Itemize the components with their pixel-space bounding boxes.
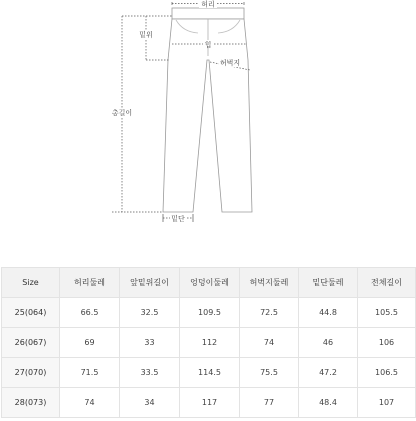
table-cell: 112 (180, 328, 240, 358)
column-header: 앞밑위길이 (120, 268, 180, 298)
table-cell: 75.5 (240, 358, 299, 388)
table-cell: 71.5 (60, 358, 120, 388)
total-length-label: 총길이 (111, 109, 133, 117)
column-header: 전체길이 (358, 268, 416, 298)
table-cell: 72.5 (240, 298, 299, 328)
column-header: 엉덩이둘레 (180, 268, 240, 298)
table-cell: 33 (120, 328, 180, 358)
table-cell: 107 (358, 388, 416, 418)
table-cell: 106.5 (358, 358, 416, 388)
table-cell: 48.4 (299, 388, 358, 418)
table-cell: 69 (60, 328, 120, 358)
column-header: 밑단둘레 (299, 268, 358, 298)
hip-label: 힙 (204, 41, 212, 49)
table-row (2, 298, 416, 328)
size-chart-table (1, 267, 416, 418)
waistband (172, 8, 244, 19)
table-cell: 114.5 (180, 358, 240, 388)
size-cell: 28(073) (2, 388, 60, 418)
table-row (2, 328, 416, 358)
table-cell: 106 (358, 328, 416, 358)
size-cell: 27(070) (2, 358, 60, 388)
table-cell: 74 (240, 328, 299, 358)
table-cell: 46 (299, 328, 358, 358)
table-row (2, 358, 416, 388)
waist-label: 허리 (201, 0, 215, 9)
hem-label: 밑단 (171, 215, 185, 223)
thigh-label: 허벅지 (219, 59, 241, 67)
table-row (2, 388, 416, 418)
column-header: 허리둘레 (60, 268, 120, 298)
table-cell: 74 (60, 388, 120, 418)
table-header-row (2, 268, 416, 298)
table-cell: 47.2 (299, 358, 358, 388)
size-cell: 26(067) (2, 328, 60, 358)
table-cell: 33.5 (120, 358, 180, 388)
table-cell: 32.5 (120, 298, 180, 328)
size-cell: 25(064) (2, 298, 60, 328)
pants-outline (163, 8, 252, 212)
table-cell: 34 (120, 388, 180, 418)
table-cell: 44.8 (299, 298, 358, 328)
column-header: 허벅지둘레 (240, 268, 299, 298)
rise-label: 밑위 (139, 31, 153, 39)
column-header: Size (2, 268, 60, 298)
table-cell: 66.5 (60, 298, 120, 328)
table-cell: 109.5 (180, 298, 240, 328)
table-cell: 105.5 (358, 298, 416, 328)
table-cell: 117 (180, 388, 240, 418)
table-cell: 77 (240, 388, 299, 418)
